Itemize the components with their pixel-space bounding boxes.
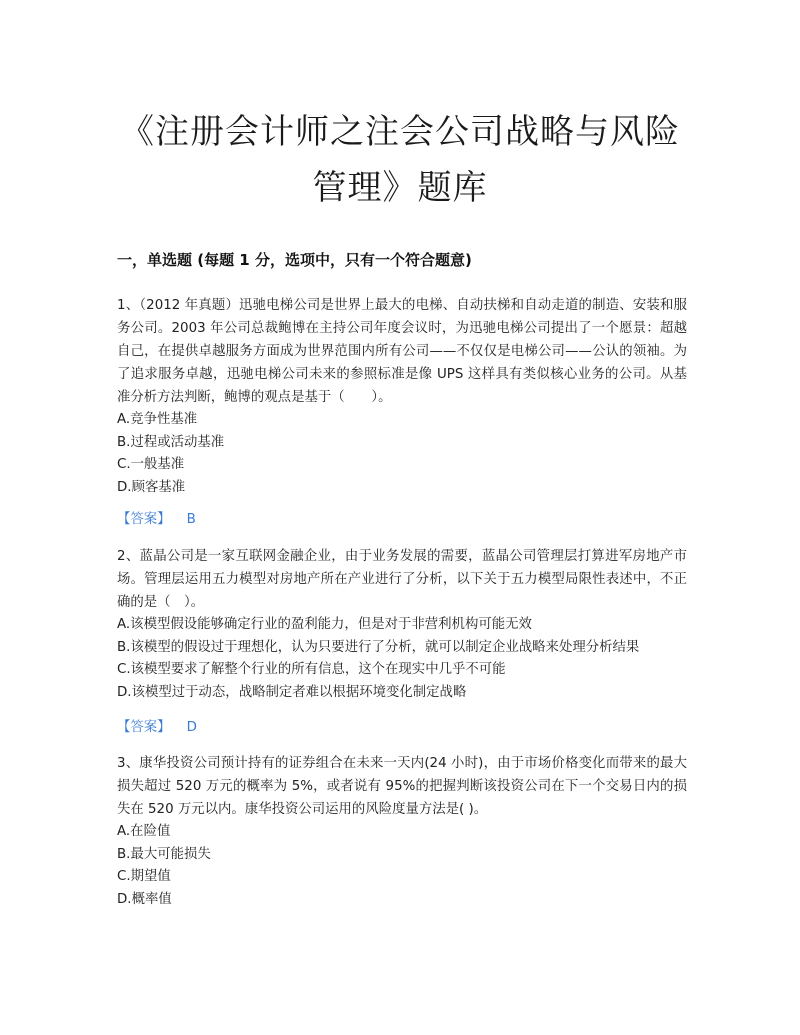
option-b: B.过程或活动基准 (117, 434, 225, 450)
option-d: D.顾客基准 (117, 479, 186, 495)
question-2-answer (117, 717, 197, 739)
question-1-options (117, 409, 687, 499)
answer-label: 【答案】 (117, 720, 171, 735)
option-d: D.概率值 (117, 891, 172, 907)
question-2-text: 2、蓝晶公司是一家互联网金融企业，由于业务发展的需要，蓝晶公司管理层打算进军房地产市场。管理层运用五力模型对房地产所在产业进行了分析，以下关于五力模型局限性表述中，不正确的是（ ）。 (117, 549, 687, 610)
option-a: A.竞争性基准 (117, 412, 198, 427)
answer-label: 【答案】 (117, 512, 171, 527)
question-1-text: 1、（2012 年真题）迅驰电梯公司是世界上最大的电梯、自动扶梯和自动走道的制造、安装和服务公司。2003 年公司总裁鲍博在主持公司年度会议时，为迅驰电梯公司提出了一个愿景：超越自己，在提供卓越服务方面成为世界范围内所有公司——不仅仅是电梯公司——公认的领袖。为了追求服务卓越，迅驰电梯公司未来的参照标准是像 UPS 这样具有类似核心业务的公司。从基准分析方法判断，鲍博的观点是基于（ ）。 (117, 298, 687, 405)
section-heading: 一，单选题 (每题 1 分，选项中，只有一个符合题意) (117, 251, 472, 269)
option-b: B.该模型的假设过于理想化，认为只要进行了分析，就可以制定企业战略来处理分析结果 (117, 639, 640, 655)
option-c: C.该模型要求了解整个行业的所有信息，这个在现实中几乎不可能 (117, 662, 506, 677)
question-1-answer (117, 509, 196, 531)
option-c: C.一般基准 (117, 457, 185, 472)
answer-value: D (186, 720, 197, 735)
question-3 (117, 752, 687, 911)
option-b: B.最大可能损失 (117, 846, 211, 862)
answer-value: B (186, 512, 196, 527)
question-1 (117, 294, 687, 499)
question-2-options (117, 614, 687, 704)
option-a: A.该模型假设能够确定行业的盈利能力，但是对于非营利机构可能无效 (117, 617, 532, 632)
question-2 (117, 545, 687, 704)
document-title (60, 104, 740, 216)
option-a: A.在险值 (117, 824, 171, 839)
title-line-2: 管理》题库 (312, 168, 488, 208)
question-3-options (117, 821, 687, 911)
option-d: D.该模型过于动态，战略制定者难以根据环境变化制定战略 (117, 684, 467, 700)
option-c: C.期望值 (117, 869, 171, 884)
question-3-text: 3、康华投资公司预计持有的证券组合在未来一天内(24 小时)，由于市场价格变化而带来的最大损失超过 520 万元的概率为 5%，或者说有 95%的把握判断该投资公司在下一个交易日内的损失在 520 万元以内。康华投资公司运用的风险度量方法是( )。 (117, 756, 687, 817)
title-line-1: 《注册会计师之注会公司战略与风险 (120, 112, 680, 152)
